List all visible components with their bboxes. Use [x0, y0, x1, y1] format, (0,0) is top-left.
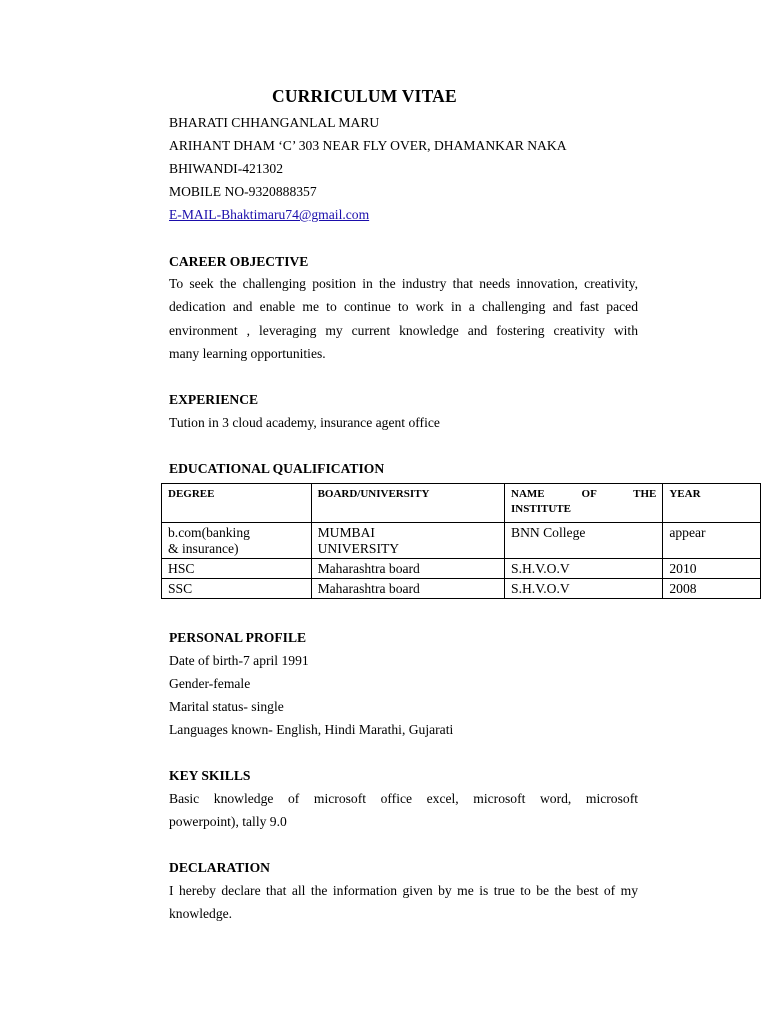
- key-skills-text: [169, 787, 638, 834]
- document-title: CURRICULUM VITAE: [272, 86, 457, 106]
- declaration-text: [169, 879, 638, 926]
- column-header-year: YEAR: [663, 484, 761, 523]
- career-objective-text: [169, 272, 638, 365]
- career-objective-line: many learning opportunities.: [169, 345, 326, 361]
- cell-degree-line1: b.com(banking: [168, 525, 250, 540]
- cell-institute: BNN College: [505, 523, 663, 559]
- career-objective-heading: CAREER OBJECTIVE: [169, 254, 309, 269]
- career-objective-line: dedication and enable me to continue to work in a challenging and fast paced: [169, 299, 638, 315]
- career-objective-line: To seek the challenging position in the industry that needs innovation, creativity,: [169, 276, 638, 291]
- profile-item: Marital status- single: [169, 699, 284, 714]
- table-row: [162, 523, 761, 559]
- cell-degree: SSC: [162, 579, 312, 599]
- experience-text: Tution in 3 cloud academy, insurance agent office: [169, 415, 440, 430]
- email-link[interactable]: E-MAIL-Bhaktimaru74@gmail.com: [169, 207, 370, 222]
- table-header-row: [162, 484, 761, 523]
- cell-board: [311, 523, 504, 559]
- column-header-institute: [505, 484, 663, 523]
- personal-profile-heading: PERSONAL PROFILE: [169, 630, 307, 645]
- cell-board: Maharashtra board: [311, 559, 504, 579]
- experience-heading: EXPERIENCE: [169, 392, 259, 407]
- declaration-line: knowledge.: [169, 906, 233, 922]
- cell-degree: HSC: [162, 559, 312, 579]
- education-table: [161, 483, 761, 599]
- cell-year: appear: [663, 523, 761, 559]
- column-header-institute-line1: NAME OF THE: [511, 488, 657, 500]
- cell-degree: [162, 523, 312, 559]
- career-objective-line: environment , leveraging my current knowledge and fostering creativity with: [169, 322, 638, 338]
- address-line-1: ARIHANT DHAM ‘C’ 303 NEAR FLY OVER, DHAMANKAR NAKA: [169, 138, 567, 153]
- cell-board-line2: UNIVERSITY: [317, 541, 400, 556]
- cell-degree-line2: & insurance): [168, 541, 239, 556]
- key-skills-line: Basic knowledge of microsoft office excel, microsoft word, microsoft: [169, 791, 638, 806]
- cell-year: 2010: [663, 559, 761, 579]
- cell-institute: S.H.V.O.V: [505, 559, 663, 579]
- cell-institute: S.H.V.O.V: [505, 579, 663, 599]
- table-row: [162, 579, 761, 599]
- mobile-number: MOBILE NO-9320888357: [169, 184, 317, 199]
- profile-item: Gender-female: [169, 676, 251, 691]
- table-row: [162, 559, 761, 579]
- education-heading: EDUCATIONAL QUALIFICATION: [169, 461, 385, 476]
- column-header-board: BOARD/UNIVERSITY: [311, 484, 504, 523]
- cell-board: Maharashtra board: [311, 579, 504, 599]
- key-skills-heading: KEY SKILLS: [169, 768, 251, 783]
- declaration-heading: DECLARATION: [169, 860, 270, 875]
- column-header-degree: DEGREE: [162, 484, 312, 523]
- candidate-name: BHARATI CHHANGANLAL MARU: [169, 115, 380, 130]
- profile-item: Languages known- English, Hindi Marathi, Gujarati: [169, 722, 454, 737]
- address-line-2: BHIWANDI-421302: [169, 161, 284, 176]
- cell-year: 2008: [663, 579, 761, 599]
- column-header-institute-line2: INSTITUTE: [511, 503, 571, 515]
- declaration-line: I hereby declare that all the information given by me is true to be the best of my: [169, 883, 638, 898]
- profile-item: Date of birth-7 april 1991: [169, 653, 309, 668]
- cell-board-line1: MUMBAI: [317, 525, 375, 540]
- key-skills-line: powerpoint), tally 9.0: [169, 814, 287, 830]
